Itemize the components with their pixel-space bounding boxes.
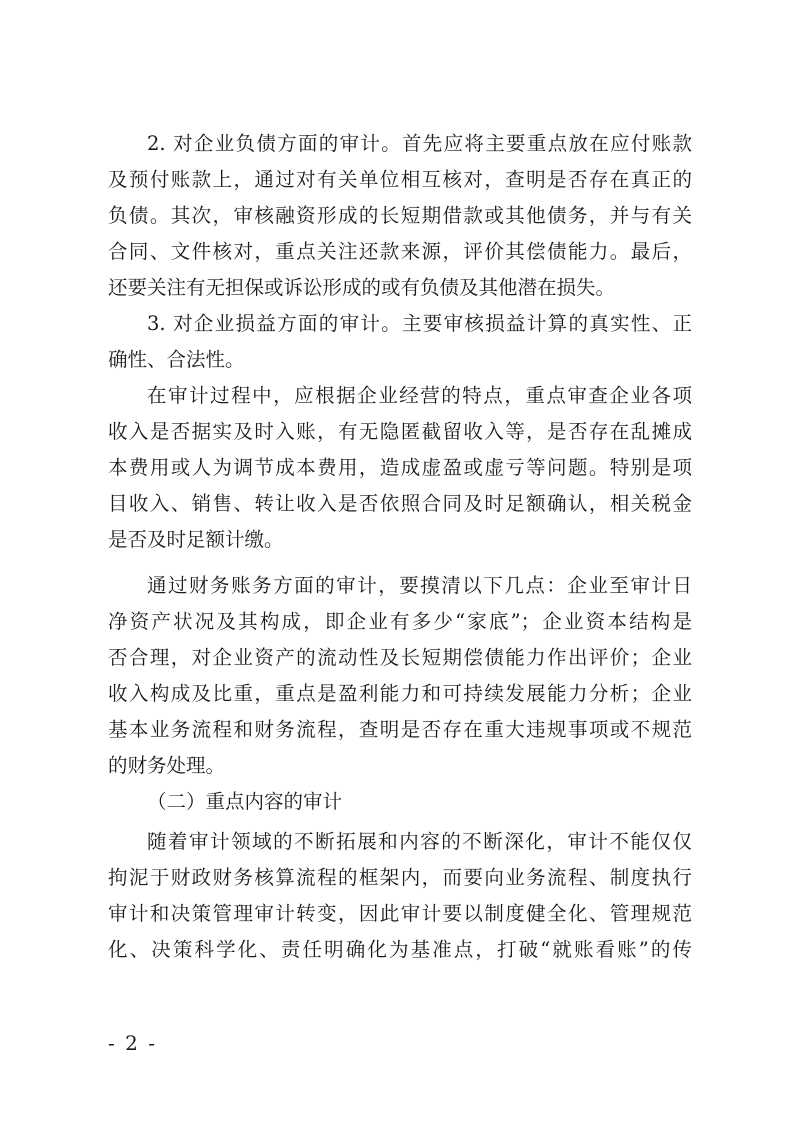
paragraph-3-line-1: 在审计过程中，应根据企业经营的特点，重点审查企业各项 bbox=[147, 384, 692, 407]
paragraph-4-line-4: 收入构成及比重，重点是盈利能力和可持续发展能力分析；企业 bbox=[108, 682, 692, 705]
paragraph-1-line-3: 负债。其次，审核融资形成的长短期借款或其他债务，并与有关 bbox=[108, 204, 692, 227]
paragraph-1-line-1: 2. 对企业负债方面的审计。首先应将主要重点放在应付账款 bbox=[147, 132, 692, 155]
paragraph-5-line-2: 拘泥于财政财务核算流程的框架内，而要向业务流程、制度执行 bbox=[108, 866, 692, 889]
page-number: - 2 - bbox=[108, 1031, 157, 1055]
paragraph-5-line-4: 化、决策科学化、责任明确化为基准点，打破“就账看账”的传 bbox=[108, 938, 692, 961]
paragraph-3-line-5: 是否及时足额计缴。 bbox=[108, 528, 284, 551]
paragraph-2-line-2: 确性、合法性。 bbox=[108, 348, 245, 371]
paragraph-1-line-4: 合同、文件核对，重点关注还款来源，评价其偿债能力。最后， bbox=[108, 240, 692, 263]
paragraph-1-line-5: 还要关注有无担保或诉讼形成的或有负债及其他潜在损失。 bbox=[108, 276, 616, 299]
paragraph-4-line-5: 基本业务流程和财务流程，查明是否存在重大违规事项或不规范 bbox=[108, 718, 692, 741]
paragraph-4-line-2: 净资产状况及其构成，即企业有多少“家底”；企业资本结构是 bbox=[108, 610, 692, 633]
paragraph-1-line-2: 及预付账款上，通过对有关单位相互核对，查明是否存在真正的 bbox=[108, 168, 692, 191]
paragraph-4-line-3: 否合理，对企业资产的流动性及长短期偿债能力作出评价；企业 bbox=[108, 646, 692, 669]
paragraph-5-line-1: 随着审计领域的不断拓展和内容的不断深化，审计不能仅仅 bbox=[147, 830, 692, 853]
paragraph-4-line-6: 的财务处理。 bbox=[108, 754, 226, 777]
paragraph-3-line-3: 本费用或人为调节成本费用，造成虚盈或虚亏等问题。特别是项 bbox=[108, 456, 692, 479]
paragraph-2-line-1: 3. 对企业损益方面的审计。主要审核损益计算的真实性、正 bbox=[147, 312, 692, 335]
section-heading: （二）重点内容的审计 bbox=[147, 790, 343, 813]
paragraph-3-line-4: 目收入、销售、转让收入是否依照合同及时足额确认，相关税金 bbox=[108, 492, 692, 515]
paragraph-5-line-3: 审计和决策管理审计转变，因此审计要以制度健全化、管理规范 bbox=[108, 902, 692, 925]
paragraph-3-line-2: 收入是否据实及时入账，有无隐匿截留收入等，是否存在乱摊成 bbox=[108, 420, 692, 443]
paragraph-4-line-1: 通过财务账务方面的审计，要摸清以下几点：企业至审计日 bbox=[147, 574, 692, 597]
